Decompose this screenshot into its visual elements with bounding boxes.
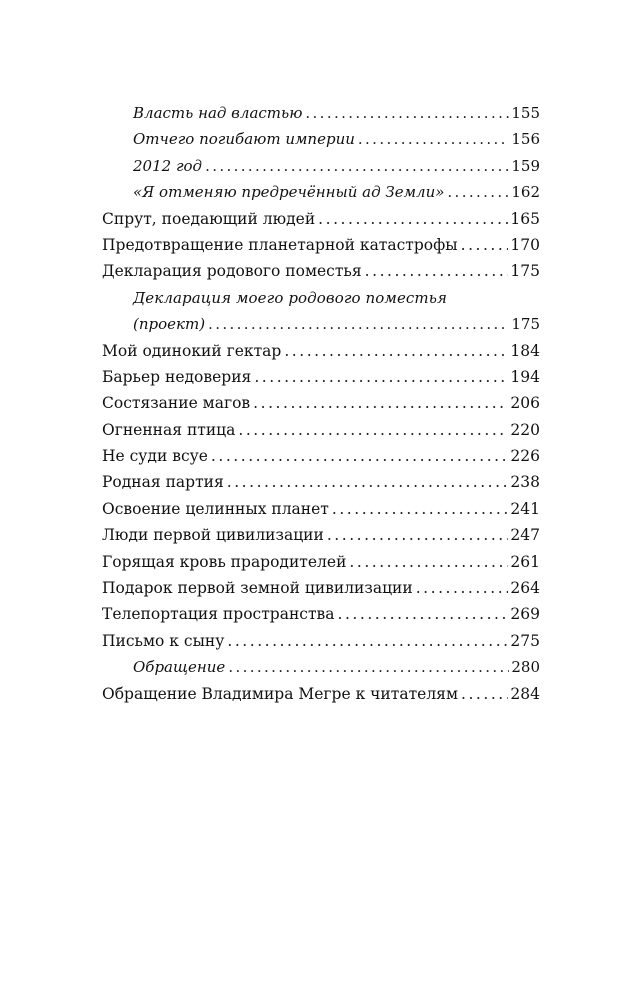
toc-entry-title: Люди первой цивилизации (102, 522, 327, 548)
toc-entry-page: 162 (511, 183, 540, 202)
dot-leader (211, 443, 508, 469)
dot-leader (461, 681, 508, 707)
dot-leader (254, 364, 508, 390)
toc-entry-page: 264 (510, 579, 540, 598)
toc-entry-page: 280 (511, 658, 540, 677)
toc-entry (102, 258, 540, 284)
toc-entry-page: 269 (510, 605, 540, 624)
toc-entry (102, 601, 540, 627)
toc-entry-title: Горящая кровь прародителей (102, 549, 349, 575)
dot-leader (327, 522, 509, 548)
toc-entry (133, 153, 540, 179)
toc-entry (133, 179, 540, 205)
dot-leader (358, 126, 509, 152)
toc-entry (102, 469, 540, 495)
dot-leader (205, 153, 509, 179)
toc-entry-title: Письмо к сыну (102, 628, 227, 654)
table-of-contents (102, 100, 540, 707)
toc-entry-title: Декларация моего родового поместья (133, 285, 447, 311)
dot-leader (228, 654, 509, 680)
toc-entry-page: 261 (510, 552, 540, 571)
toc-entry (102, 338, 540, 364)
toc-entry-title: 2012 год (133, 153, 205, 179)
toc-entry-title: «Я отменяю предречённый ад Земли» (133, 179, 447, 205)
dot-leader (253, 390, 508, 416)
toc-entry (133, 311, 540, 337)
dot-leader (318, 206, 508, 232)
toc-entry-title: Подарок первой земной цивилизации (102, 575, 416, 601)
toc-entry-title: Обращение Владимира Мегре к читателям (102, 681, 461, 707)
toc-entry (102, 522, 540, 548)
toc-entry-page: 220 (510, 420, 540, 439)
toc-entry-title: Родная партия (102, 469, 227, 495)
toc-entry-page: 184 (510, 341, 540, 360)
dot-leader (416, 575, 509, 601)
toc-entry-title: Обращение (133, 654, 228, 680)
toc-entry-page: 241 (510, 499, 540, 518)
toc-entry (102, 681, 540, 707)
dot-leader (305, 100, 509, 126)
toc-entry (102, 443, 540, 469)
toc-entry-page: 275 (510, 631, 540, 650)
toc-entry-page: 175 (510, 262, 540, 281)
toc-entry (102, 417, 540, 443)
toc-entry-title: Телепортация пространства (102, 601, 338, 627)
toc-entry-title: Спрут, поедающий людей (102, 206, 318, 232)
toc-entry-page: 155 (511, 104, 540, 122)
dot-leader (238, 417, 508, 443)
toc-entry-page: 170 (510, 235, 540, 254)
toc-entry-title: Предотвращение планетарной катастрофы (102, 232, 461, 258)
dot-leader (227, 469, 509, 495)
toc-entry-page: 194 (510, 367, 540, 386)
dot-leader (338, 601, 509, 627)
toc-entry (133, 126, 540, 152)
dot-leader (332, 496, 509, 522)
toc-entry-title: Состязание магов (102, 390, 253, 416)
toc-entry-title: Освоение целинных планет (102, 496, 332, 522)
toc-entry (102, 364, 540, 390)
dot-leader (284, 338, 508, 364)
toc-entry (133, 285, 540, 311)
toc-entry-page: 206 (510, 394, 540, 413)
toc-entry (133, 100, 540, 126)
toc-entry-page: 175 (511, 315, 540, 334)
dot-leader (227, 628, 508, 654)
toc-entry (102, 232, 540, 258)
toc-entry-title: Не суди всуе (102, 443, 211, 469)
toc-entry-title: Отчего погибают империи (133, 126, 358, 152)
toc-entry-page: 238 (510, 473, 540, 492)
toc-entry (102, 628, 540, 654)
toc-entry-page: 156 (511, 130, 540, 149)
toc-entry (133, 654, 540, 680)
dot-leader (447, 179, 509, 205)
dot-leader (461, 232, 509, 258)
toc-entry-page: 284 (510, 684, 540, 703)
dot-leader (208, 311, 509, 337)
toc-entry-title: Мой одинокий гектар (102, 338, 284, 364)
toc-entry (102, 496, 540, 522)
toc-entry-title: Декларация родового поместья (102, 258, 365, 284)
toc-entry-title: Барьер недоверия (102, 364, 254, 390)
toc-entry-page: 226 (510, 447, 540, 466)
toc-entry-page: 159 (511, 156, 540, 175)
dot-leader (349, 549, 508, 575)
toc-entry (102, 390, 540, 416)
toc-entry-title: Власть над властью (133, 100, 305, 126)
toc-entry (102, 575, 540, 601)
dot-leader (365, 258, 509, 284)
toc-entry-title: Огненная птица (102, 417, 238, 443)
toc-entry (102, 549, 540, 575)
toc-entry-title: (проект) (133, 311, 208, 337)
toc-entry (102, 206, 540, 232)
toc-entry-page: 165 (510, 209, 540, 228)
toc-entry-page: 247 (510, 526, 540, 545)
